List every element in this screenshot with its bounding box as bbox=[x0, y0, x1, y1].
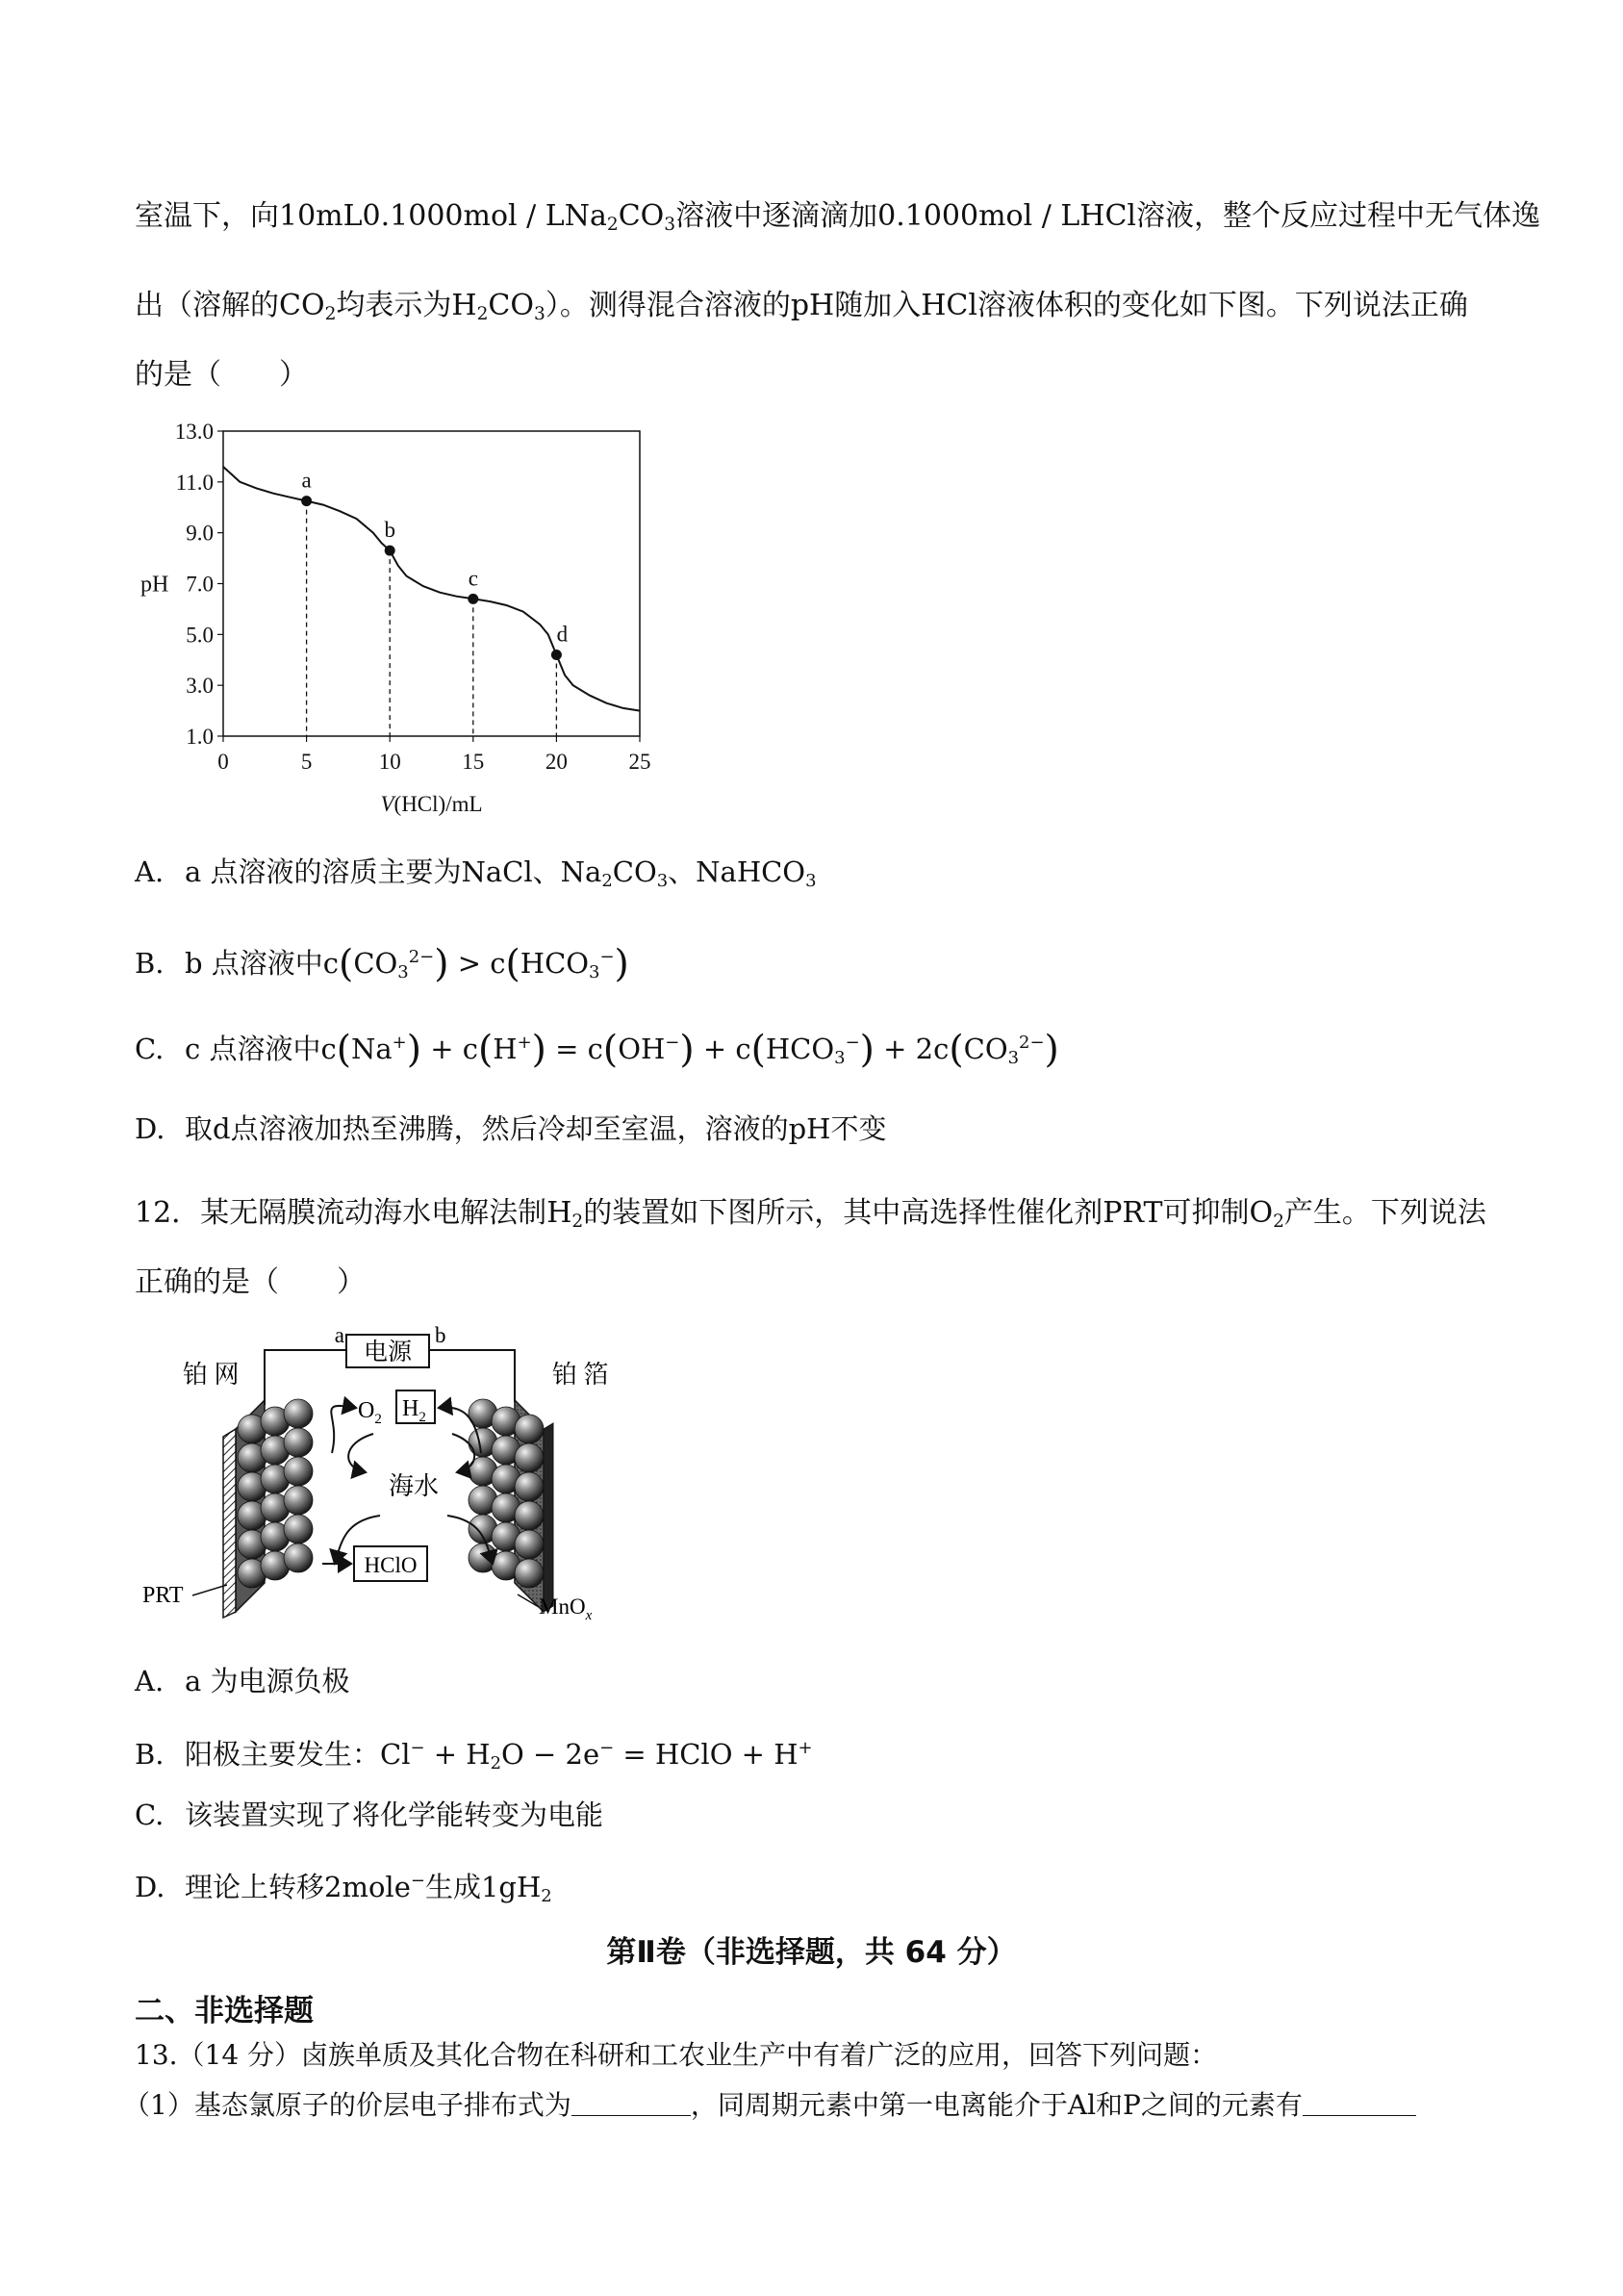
electrolysis-diagram bbox=[135, 1323, 673, 1621]
power-label: 电源 bbox=[363, 1339, 413, 1365]
point-a bbox=[301, 496, 312, 506]
q12-option-d: D. 理论上转移2mole−生成$1gH_2$ bbox=[135, 1871, 552, 1907]
point-label-c: c bbox=[468, 566, 478, 591]
catalyst-sphere bbox=[515, 1415, 544, 1443]
x-tick-label-0: 0 bbox=[217, 750, 229, 774]
point-b bbox=[385, 546, 395, 556]
x-tick-label-5: 25 bbox=[628, 750, 651, 774]
right-mnox-spheres bbox=[469, 1399, 544, 1588]
seawater-label: 海水 bbox=[388, 1472, 440, 1500]
point-label-d: d bbox=[556, 622, 569, 647]
catalyst-sphere bbox=[515, 1559, 544, 1588]
q11-option-a: A. a 点溶液的溶质主要为NaCl、$Na_2CO_3$、NaHCO$_3$ bbox=[135, 855, 817, 892]
catalyst-sphere bbox=[284, 1543, 313, 1572]
y-axis-label: pH bbox=[140, 572, 169, 598]
catalyst-sphere bbox=[284, 1457, 313, 1486]
prt-label: PRT bbox=[142, 1583, 184, 1608]
q11-stem-line2: 出（溶解的$CO_2$均表示为$H_2CO_3$）。测得混合溶液的pH随加入HCl溶液体积的变化如下图。下列说法正确 bbox=[135, 289, 1468, 325]
catalyst-sphere bbox=[515, 1501, 544, 1530]
catalyst-sphere bbox=[284, 1399, 313, 1428]
x-tick-label-1: 5 bbox=[300, 750, 313, 774]
y-tick-label-5: 3.0 bbox=[186, 674, 214, 699]
answer-blank-1[interactable] bbox=[571, 2090, 691, 2116]
terminal-b: b bbox=[435, 1323, 446, 1347]
catalyst-sphere bbox=[284, 1486, 313, 1515]
x-tick-label-4: 20 bbox=[545, 750, 568, 774]
right-foil bbox=[544, 1423, 553, 1612]
part2-title: 第Ⅱ卷（非选择题，共 64 分） bbox=[606, 1935, 1017, 1970]
h2-label: $H_2$ bbox=[402, 1396, 426, 1425]
y-tick-label-4: 5.0 bbox=[186, 623, 214, 648]
ph-curve bbox=[223, 467, 640, 711]
point-d bbox=[551, 650, 562, 660]
catalyst-sphere bbox=[515, 1472, 544, 1501]
catalyst-sphere bbox=[515, 1530, 544, 1559]
x-tick-label-2: 10 bbox=[378, 750, 401, 774]
point-label-a: a bbox=[301, 468, 312, 493]
q11-stem-line1: 室温下，向$10mL0.1000mol / LNa_2CO_3$溶液中逐滴滴加0.1000mol / LHCl溶液，整个反应过程中无气体逸 bbox=[135, 199, 1540, 236]
prt-layer bbox=[223, 1429, 236, 1618]
catalyst-sphere bbox=[515, 1443, 544, 1472]
chart-frame bbox=[223, 431, 640, 736]
left-catalyst-spheres bbox=[238, 1399, 313, 1588]
q11-option-d: D. 取d点溶液加热至沸腾，然后冷却至室温，溶液的pH不变 bbox=[135, 1112, 887, 1145]
section-heading: 二、非选择题 bbox=[135, 1994, 314, 2028]
catalyst-sphere bbox=[284, 1428, 313, 1457]
y-tick-label-1: 11.0 bbox=[175, 470, 214, 495]
q11-option-b: B. b 点溶液中$c(CO_3^{2-}) > c(HCO_3^-)$ bbox=[135, 942, 629, 986]
q12-option-b: B. 阳极主要发生：$Cl^- + H_2O - 2e^-$ = HClO + H+ bbox=[135, 1738, 813, 1774]
right-electrode-label: 铂 箔 bbox=[552, 1361, 609, 1389]
point-label-b: b bbox=[384, 518, 395, 543]
prt-pointer bbox=[192, 1585, 227, 1595]
x-axis-label: V(HCl)/mL bbox=[380, 792, 483, 816]
mnox-label: MnO$_x$ bbox=[539, 1594, 593, 1621]
wire-right bbox=[429, 1350, 515, 1402]
q11-option-c: C. c 点溶液中$c(Na^+) + c(H^+) = c(OH^-) + c(HCO_3^-) + 2c(CO_3^{2-})$ bbox=[135, 1028, 1059, 1072]
q13-part1: （1）基态氯原子的价层电子排布式为 ，同周期元素中第一电离能介于Al和P之间的元素有 bbox=[123, 2086, 1416, 2125]
x-tick-label-3: 15 bbox=[462, 750, 485, 774]
y-tick-label-0: 13.0 bbox=[174, 420, 214, 444]
q12-option-c: C. 该装置实现了将化学能转变为电能 bbox=[135, 1799, 604, 1831]
q12-stem-line2: 正确的是（ ） bbox=[135, 1265, 366, 1299]
q12-stem-line1: 12．某无隔膜流动海水电解法制$H_2$的装置如下图所示，其中高选择性催化剂PRT可抑制$O_2$产生。下列说法 bbox=[135, 1196, 1486, 1233]
catalyst-sphere bbox=[284, 1515, 313, 1543]
y-tick-label-3: 7.0 bbox=[186, 572, 214, 597]
terminal-a: a bbox=[334, 1323, 344, 1347]
q13-stem: 13.（14 分）卤族单质及其化合物在科研和工农业生产中有着广泛的应用，回答下列问题： bbox=[135, 2039, 1218, 2071]
point-c bbox=[468, 594, 478, 604]
inflow-arrow-left-upper bbox=[348, 1434, 373, 1472]
ph-titration-chart bbox=[135, 414, 673, 818]
wire-left bbox=[265, 1350, 346, 1405]
o2-label: $O_2$ bbox=[358, 1398, 382, 1427]
left-electrode-label: 铂 网 bbox=[183, 1361, 240, 1389]
answer-blank-2[interactable] bbox=[1303, 2090, 1416, 2116]
y-tick-label-6: 1.0 bbox=[186, 725, 214, 749]
y-tick-label-2: 9.0 bbox=[186, 521, 214, 546]
q12-option-a: A. a 为电源负极 bbox=[135, 1665, 350, 1697]
q11-stem-line3: 的是（ ） bbox=[135, 358, 308, 392]
hclo-label: HClO bbox=[364, 1553, 418, 1577]
